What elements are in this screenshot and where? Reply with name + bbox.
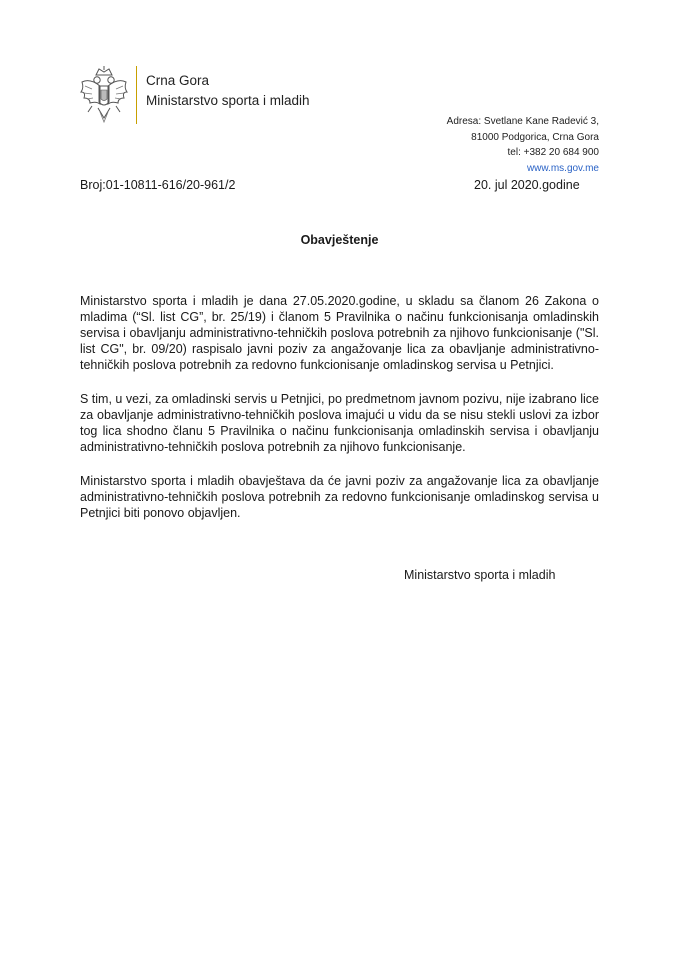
organization-block bbox=[146, 71, 310, 111]
ministry-name: Ministarstvo sporta i mladih bbox=[146, 93, 310, 108]
coat-of-arms-icon bbox=[78, 66, 130, 124]
document-date: 20. jul 2020.godine bbox=[474, 178, 580, 192]
address-city: 81000 Podgorica, Crna Gora bbox=[471, 131, 599, 143]
body-paragraph: Ministarstvo sporta i mladih obavještava da će javni poziv za angažovanje lica za obavljanje administrativno-tehničkih poslova potrebnih za redovno funkcionisanje omladinskog servisa u Petnjici biti ponovo objavljen. bbox=[80, 474, 599, 520]
address-phone: tel: +382 20 684 900 bbox=[507, 147, 599, 158]
country-name: Crna Gora bbox=[146, 73, 210, 88]
header-divider bbox=[136, 66, 137, 124]
document-body bbox=[80, 293, 599, 539]
website-link[interactable]: www.ms.gov.me bbox=[526, 162, 599, 174]
address-street: Adresa: Svetlane Kane Radević 3, bbox=[446, 116, 599, 127]
document-title: Obavještenje bbox=[300, 233, 379, 247]
address-block bbox=[447, 114, 599, 176]
body-paragraph: Ministarstvo sporta i mladih je dana 27.05.2020.godine, u skladu sa članom 26 Zakona o mladima (“Sl. list CG”, br. 25/19) i članom 5 Pravilnika o načinu funkcionisanja omladinskih servisa i obavljanju administrativno-tehničkih poslova potrebnih za njihovo funkcionisanje ("Sl. list CG", br. 09/20) raspisalo javni poziv za angažovanje lica za obavljanje administrativno-tehničkih poslova potrebnih za redovno funkcionisanje omladinskog servisa u Petnjici. bbox=[80, 294, 599, 372]
signature: Ministarstvo sporta i mladih bbox=[404, 568, 556, 582]
body-paragraph: S tim, u vezi, za omladinski servis u Petnjici, po predmetnom javnom pozivu, nije izabrano lice za obavljanje administrativno-tehničkih poslova imajući u vidu da se nisu stekli uslovi za izbor tog lica shodno članu 5 Pravilnika o načinu funkcionisanja omladinskih servisa i obavljanju administrativno-tehničkih poslova potrebnih za njihovo funkcionisanje. bbox=[80, 392, 599, 454]
reference-number: Broj:01-10811-616/20-961/2 bbox=[80, 178, 236, 192]
